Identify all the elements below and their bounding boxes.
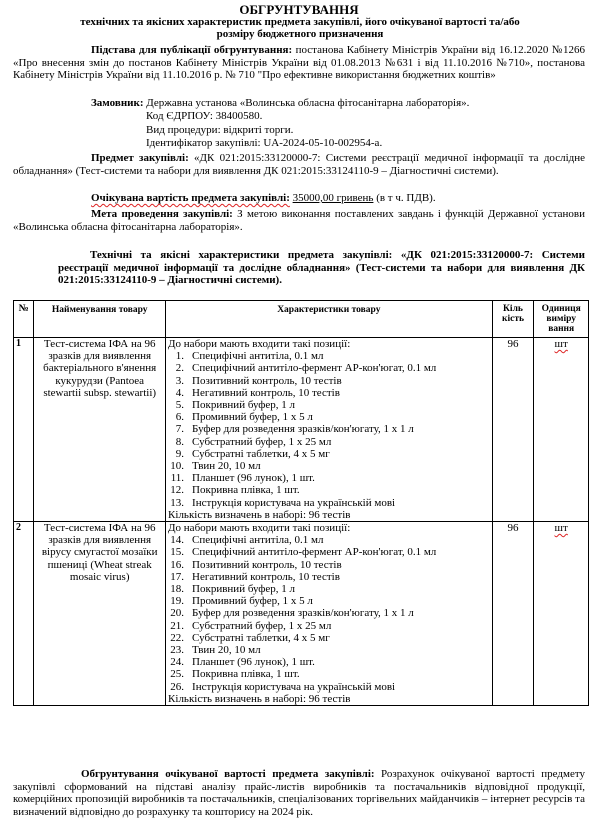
quantity: 96 [492, 522, 534, 706]
justification-label: Обгрунтування очікуваної вартості предмета закупівлі: [81, 768, 375, 780]
list-item: 9. Субстратні таблетки, 4 х 5 мг [175, 447, 330, 460]
list-item: 16. Позитивний контроль, 10 тестів [170, 558, 342, 571]
subject-label: Предмет закупівлі: [91, 152, 189, 164]
subject-paragraph [13, 152, 585, 177]
col-header-specs: Характеристики товару [166, 301, 493, 338]
list-item: 3. Позитивний контроль, 10 тестів [175, 374, 342, 387]
specs-intro: До набори мають входити такі позиції: [168, 338, 351, 350]
list-item: 10. Твин 20, 10 мл [170, 460, 261, 473]
list-item: 22. Субстратні таблетки, 4 х 5 мг [170, 631, 330, 644]
list-item: 26. Інструкція користувача на українській мові [170, 680, 396, 693]
list-item: 23. Твин 20, 10 мл [170, 644, 261, 657]
list-item: 11. Планшет (96 лунок), 1 шт. [170, 472, 315, 485]
quantity: 96 [492, 338, 534, 522]
list-item: 24. Планшет (96 лунок), 1 шт. [170, 656, 315, 669]
row-number: 2 [14, 522, 34, 706]
procurement-id: Ідентифікатор закупівлі: UA-2024-05-10-002954-a. [146, 137, 383, 149]
table-row [14, 522, 589, 706]
list-item: 8. Субстратний буфер, 1 х 25 мл [175, 435, 332, 448]
list-item: 18. Покривний буфер, 1 л [170, 583, 295, 596]
col-header-number: № [14, 301, 34, 338]
specs-list [168, 534, 490, 693]
col-header-unit: Одиниця виміру вання [534, 301, 589, 338]
col-header-name: Найменування товару [34, 301, 166, 338]
procedure-type: Вид процедури: відкриті торги. [146, 124, 294, 136]
product-name: Тест-система ІФА на 96 зразків для виявлення вірусу смугастої мозаїки пшениці (Wheat streak mosaic virus) [34, 522, 166, 706]
product-name: Тест-система ІФА на 96 зразків для виявлення бактеріального в'янення кукурудзи (Pantoea stewartii subsp. stewartii) [34, 338, 166, 522]
justification-paragraph [13, 768, 585, 818]
specs-list [168, 350, 490, 509]
purpose-text: З метою виконання поставлених завдань і функцій Державної установи «Волинська обласна фітосанітарна лабораторія». [13, 208, 586, 233]
product-specs [166, 338, 493, 522]
customer-line [91, 97, 585, 110]
list-item: 25. Покривна плівка, 1 шт. [170, 668, 300, 681]
product-specs [166, 522, 493, 706]
justification-text: Розрахунок очікуваної вартості предмету закупівлі сформований на підставі аналізу прайс-листів виробників та постачальників відповідної продукції, комерційних пропозицій виробників та постачальників, спеціалізованих торгівельних майданчиків – інтернет ресурсів та визначений відповідно до розрахунку та кошторису на 2024 рік. [13, 768, 585, 818]
list-item: 21. Субстратний буфер, 1 х 25 мл [170, 619, 332, 632]
basis-label: Підстава для публікації обгрунтування: [91, 44, 293, 56]
cost-line [91, 192, 585, 205]
customer-name: Державна установа «Волинська обласна фітосанітарна лабораторія». [146, 97, 470, 109]
list-item: 1. Специфічні антитіла, 0.1 мл [175, 350, 324, 363]
doc-subtitle: технічних та якісних характеристик предмета закупівлі, його очікуваної вартості та/або розміру бюджетного призначення [80, 16, 520, 40]
cost-note: (в т ч. ПДВ). [376, 192, 436, 204]
tech-paragraph [58, 249, 585, 287]
purpose-paragraph [13, 208, 585, 233]
list-item: 17. Негативний контроль, 10 тестів [170, 570, 340, 583]
table-row [14, 338, 589, 522]
table-header-row [14, 301, 589, 338]
list-item: 20. Буфер для розведення зразків/кон'югату, 1 х 1 л [170, 607, 414, 620]
list-item: 14. Специфічні антитіла, 0.1 мл [170, 534, 324, 547]
list-item: 12. Покривна плівка, 1 шт. [170, 484, 300, 497]
list-item: 13. Інструкція користувача на українській мові [170, 496, 396, 509]
tech-label: Технічні та якісні характеристики предмета закупівлі: [90, 249, 393, 261]
purpose-label: Мета проведення закупівлі: [91, 208, 233, 220]
list-item: 15. Специфічний антитіло-фермент АР-кон'югат, 0.1 мл [170, 546, 437, 559]
cost-value: 35000,00 гривень [292, 192, 374, 204]
customer-code: Код ЄДРПОУ: 38400580. [146, 110, 263, 122]
list-item: 5. Покривний буфер, 1 л [175, 399, 295, 412]
subject-text: «ДК 021:2015:33120000-7: Системи реєстрації медичної інформації та дослідне обладнання» (Тест-системи та набори для виявлення ДК 021:2015:33124110-9 – Діагностичні системи). [13, 152, 585, 177]
tech-text: «ДК 021:2015:33120000-7: Системи реєстрації медичної інформації та дослідне обладнання» (Тест-системи та набори для виявлення ДК 021:2015:33124110-9 – Діагностичні системи). [58, 249, 585, 286]
basis-text: постанова Кабінету Міністрів України від 16.12.2020 №1266 «Про внесення змін до постанов Кабінету Міністрів України від 01.08.2013 №631 і від 11.10.2016 №710», постанова Кабінету Міністрів України від 11.10.2016 р. № 710 "Про ефективне використання бюджетних коштів» [13, 44, 586, 81]
cost-label: Очікувана вартість предмета закупівлі: [91, 192, 290, 204]
list-item: 7. Буфер для розведення зразків/кон'югату, 1 х 1 л [175, 423, 414, 436]
row-number: 1 [14, 338, 34, 522]
customer-label: Замовник: [91, 97, 144, 109]
unit: шт [534, 522, 589, 706]
doc-title: ОБГРУНТУВАННЯ [239, 2, 359, 17]
basis-paragraph [13, 44, 585, 82]
spec-table [13, 300, 589, 706]
col-header-quantity: Кіль кість [492, 301, 534, 338]
list-item: 19. Промивний буфер, 1 х 5 л [170, 595, 313, 608]
specs-intro: До набори мають входити такі позиції: [168, 522, 351, 535]
list-item: 2. Специфічний антитіло-фермент АР-кон'югат, 0.1 мл [175, 362, 437, 375]
list-item: 6. Промивний буфер, 1 х 5 л [175, 411, 313, 424]
list-item: 4. Негативний контроль, 10 тестів [175, 386, 340, 399]
unit: шт [534, 338, 589, 522]
specs-footer: Кількість визначень в наборі: 96 тестів [168, 692, 351, 705]
specs-footer: Кількість визначень в наборі: 96 тестів [168, 508, 351, 521]
